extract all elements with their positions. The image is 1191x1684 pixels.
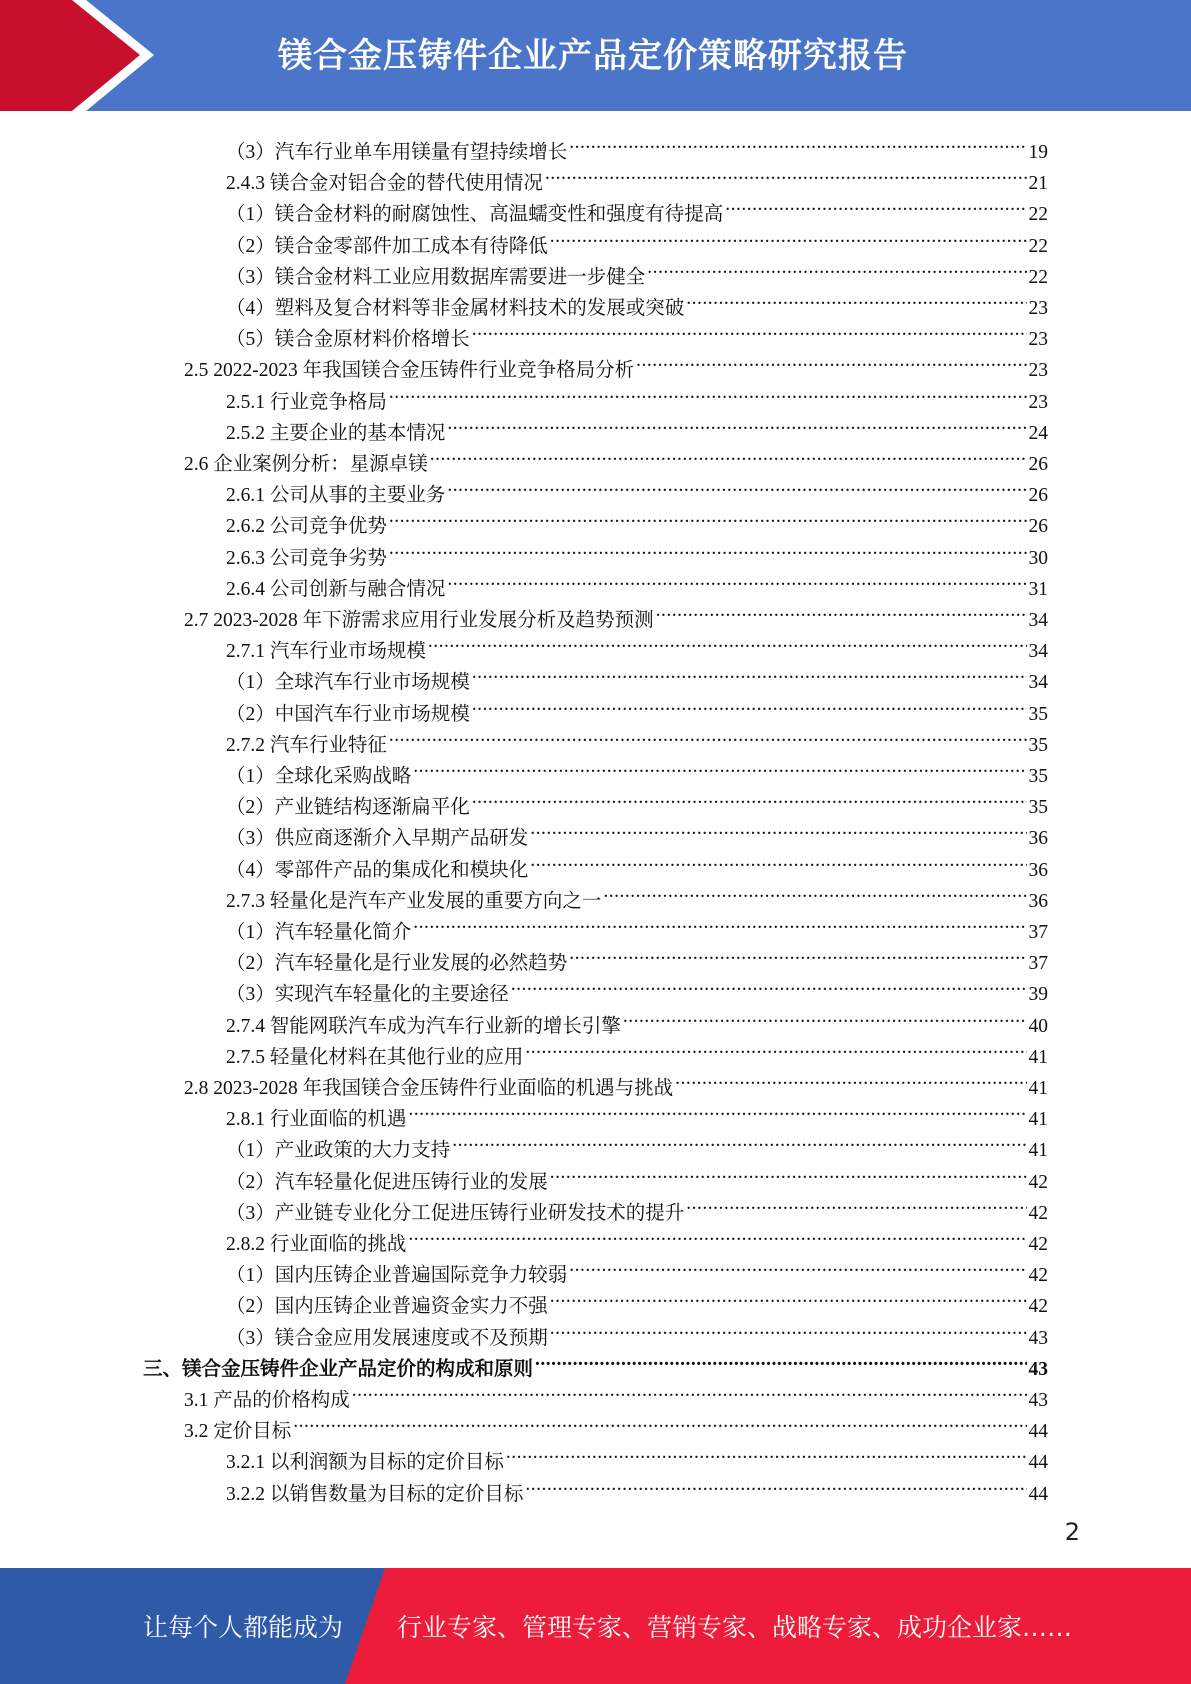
toc-leader-dots bbox=[569, 938, 1026, 969]
toc-entry[interactable] bbox=[226, 1313, 1048, 1349]
toc-entry-label: 2.6 企业案例分析：星源卓镁 bbox=[184, 454, 428, 475]
toc-entry[interactable] bbox=[226, 1001, 1048, 1037]
toc-leader-dots bbox=[525, 1469, 1026, 1500]
toc-entry[interactable] bbox=[226, 938, 1048, 975]
toc-entry-page: 24 bbox=[1028, 422, 1048, 444]
toc-entry-label: 2.5.2 主要企业的基本情况 bbox=[226, 422, 446, 444]
toc-entry-page: 42 bbox=[1028, 1202, 1048, 1224]
toc-entry-label: 2.7 2023-2028 年下游需求应用行业发展分析及趋势预测 bbox=[184, 610, 654, 631]
toc-leader-dots bbox=[686, 1188, 1026, 1219]
toc-leader-dots bbox=[550, 1157, 1027, 1188]
toc-leader-dots bbox=[550, 221, 1027, 252]
toc-entry-page: 19 bbox=[1028, 142, 1048, 163]
toc-leader-dots bbox=[569, 1250, 1026, 1281]
toc-entry[interactable] bbox=[226, 470, 1048, 507]
toc-entry[interactable] bbox=[226, 1125, 1048, 1162]
toc-entry[interactable] bbox=[226, 1437, 1048, 1474]
toc-entry[interactable] bbox=[226, 408, 1048, 444]
toc-entry-page: 41 bbox=[1028, 1140, 1048, 1162]
toc-entry-label: 三、镁合金压铸件企业产品定价的构成和原则 bbox=[143, 1358, 534, 1380]
toc-entry-label: 2.7.3 轻量化是汽车产业发展的重要方向之一 bbox=[226, 890, 602, 912]
toc-leader-dots bbox=[472, 689, 1027, 720]
toc-entry-page: 22 bbox=[1028, 266, 1048, 288]
toc-entry-label: 2.7.1 汽车行业市场规模 bbox=[226, 641, 426, 663]
toc-entry-label: （1）全球汽车行业市场规模 bbox=[226, 672, 470, 694]
toc-leader-dots bbox=[413, 907, 1026, 938]
toc-entry-page: 36 bbox=[1028, 859, 1048, 881]
toc-entry-page: 23 bbox=[1028, 391, 1048, 413]
report-title: 镁合金压铸件企业产品定价策略研究报告 bbox=[278, 36, 908, 76]
toc-leader-dots bbox=[506, 1437, 1027, 1468]
toc-entry-label: （2）镁合金零部件加工成本有待降低 bbox=[226, 235, 548, 257]
toc-entry-page: 42 bbox=[1028, 1171, 1048, 1193]
toc-entry-page: 34 bbox=[1028, 610, 1048, 631]
toc-entry-page: 41 bbox=[1028, 1109, 1048, 1131]
toc-entry-page: 44 bbox=[1028, 1483, 1048, 1505]
page-number: 2 bbox=[1064, 1518, 1080, 1546]
toc-entry[interactable] bbox=[184, 595, 1048, 631]
toc-entry-page: 36 bbox=[1028, 828, 1048, 850]
toc-entry[interactable] bbox=[226, 1219, 1048, 1255]
footer-slogan-left: 让每个人都能成为 bbox=[143, 1613, 344, 1642]
toc-entry-label: 2.7.5 轻量化材料在其他行业的应用 bbox=[226, 1046, 524, 1068]
header-arrow-decoration bbox=[0, 0, 160, 111]
page-footer bbox=[0, 1568, 1191, 1684]
toc-leader-dots bbox=[675, 1063, 1026, 1094]
toc-entry[interactable] bbox=[226, 1281, 1048, 1318]
toc-entry[interactable] bbox=[226, 158, 1048, 195]
toc-entry[interactable] bbox=[226, 626, 1048, 663]
toc-entry[interactable] bbox=[226, 1032, 1048, 1068]
toc-leader-dots bbox=[430, 439, 1027, 470]
toc-leader-dots bbox=[408, 1094, 1026, 1125]
toc-entry-label: 2.6.3 公司竞争劣势 bbox=[226, 547, 387, 569]
toc-entry-page: 40 bbox=[1028, 1015, 1048, 1037]
toc-entry[interactable] bbox=[226, 252, 1048, 288]
toc-leader-dots bbox=[535, 1344, 1026, 1375]
toc-entry-page: 42 bbox=[1028, 1234, 1048, 1255]
toc-entry-page: 41 bbox=[1028, 1046, 1048, 1068]
toc-leader-dots bbox=[530, 845, 1026, 876]
toc-leader-dots bbox=[550, 1281, 1027, 1312]
toc-entry-label: 3.2.2 以销售数量为目标的定价目标 bbox=[226, 1483, 524, 1505]
toc-leader-dots bbox=[389, 720, 1027, 751]
toc-leader-dots bbox=[472, 314, 1027, 345]
toc-entry[interactable] bbox=[226, 501, 1048, 538]
toc-entry-label: （1）镁合金材料的耐腐蚀性、高温蠕变性和强度有待提高 bbox=[226, 204, 724, 226]
toc-entry[interactable] bbox=[184, 439, 1048, 475]
toc-entry-label: （2）汽车轻量化促进压铸行业的发展 bbox=[226, 1171, 548, 1193]
toc-entry-label: （3）实现汽车轻量化的主要途径 bbox=[226, 984, 509, 1006]
toc-entry-label: （3）供应商逐渐介入早期产品研发 bbox=[226, 828, 529, 850]
toc-leader-dots bbox=[525, 1032, 1026, 1063]
toc-entry-label: 2.7.4 智能网联汽车成为汽车行业新的增长引擎 bbox=[226, 1015, 621, 1037]
toc-entry-page: 34 bbox=[1028, 672, 1048, 694]
toc-entry[interactable] bbox=[226, 1157, 1048, 1193]
toc-leader-dots bbox=[389, 501, 1027, 532]
toc-entry[interactable] bbox=[184, 1063, 1048, 1099]
toc-entry-page: 35 bbox=[1028, 766, 1048, 787]
toc-entry[interactable] bbox=[226, 813, 1048, 850]
toc-leader-dots bbox=[656, 595, 1027, 626]
toc-entry[interactable] bbox=[226, 314, 1048, 351]
toc-entry-page: 26 bbox=[1028, 485, 1048, 507]
toc-entry-page: 41 bbox=[1028, 1078, 1048, 1099]
footer-slogan-right: 行业专家、管理专家、营销专家、战略专家、成功企业家…… bbox=[397, 1613, 1073, 1642]
toc-entry[interactable] bbox=[226, 377, 1048, 413]
toc-leader-dots bbox=[452, 1125, 1026, 1156]
toc-entry-label: 3.2 定价目标 bbox=[184, 1421, 292, 1443]
page-header bbox=[0, 0, 1191, 111]
toc-entry-page: 22 bbox=[1028, 235, 1048, 257]
toc-entry[interactable] bbox=[226, 283, 1048, 319]
toc-leader-dots bbox=[569, 127, 1026, 158]
toc-entry-label: （3）汽车行业单车用镁量有望持续增长 bbox=[226, 142, 568, 163]
toc-entry-label: （5）镁合金原材料价格增长 bbox=[226, 329, 470, 351]
toc-entry-label: （3）镁合金材料工业应用数据库需要进一步健全 bbox=[226, 266, 646, 288]
toc-leader-dots bbox=[472, 782, 1027, 813]
toc-entry[interactable] bbox=[226, 657, 1048, 694]
toc-leader-dots bbox=[511, 969, 1027, 1000]
toc-leader-dots bbox=[389, 377, 1027, 408]
toc-leader-dots bbox=[389, 533, 1027, 564]
toc-leader-dots bbox=[623, 1001, 1027, 1032]
toc-entry[interactable] bbox=[226, 782, 1048, 819]
toc-entry-label: （2）中国汽车行业市场规模 bbox=[226, 703, 470, 725]
toc-leader-dots bbox=[647, 252, 1026, 283]
toc-entry[interactable] bbox=[226, 1250, 1048, 1287]
toc-leader-dots bbox=[447, 408, 1026, 439]
toc-entry-page: 26 bbox=[1028, 516, 1048, 538]
toc-entry-page: 21 bbox=[1028, 173, 1048, 195]
toc-entry[interactable] bbox=[226, 564, 1048, 600]
toc-entry[interactable] bbox=[226, 533, 1048, 569]
toc-entry-page: 35 bbox=[1028, 797, 1048, 819]
toc-entry-label: 2.6.2 公司竞争优势 bbox=[226, 516, 387, 538]
toc-entry-label: 3.2.1 以利润额为目标的定价目标 bbox=[226, 1452, 504, 1474]
toc-entry-page: 23 bbox=[1028, 329, 1048, 351]
toc-entry-label: （2）汽车轻量化是行业发展的必然趋势 bbox=[226, 953, 568, 975]
toc-entry-page: 37 bbox=[1028, 922, 1048, 943]
toc-entry-label: （4）零部件产品的集成化和模块化 bbox=[226, 859, 529, 881]
red-arrow-shape bbox=[0, 0, 140, 111]
toc-entry-label: 2.6.1 公司从事的主要业务 bbox=[226, 485, 446, 507]
toc-leader-dots bbox=[725, 189, 1026, 220]
toc-entry-page: 44 bbox=[1028, 1421, 1048, 1443]
toc-entry-label: （1）产业政策的大力支持 bbox=[226, 1140, 451, 1162]
toc-entry[interactable] bbox=[226, 751, 1048, 787]
toc-entry-page: 37 bbox=[1028, 953, 1048, 975]
toc-leader-dots bbox=[293, 1406, 1026, 1437]
toc-entry[interactable] bbox=[226, 1469, 1048, 1505]
toc-entry-page: 35 bbox=[1028, 734, 1048, 756]
toc-entry-label: （3）镁合金应用发展速度或不及预期 bbox=[226, 1327, 548, 1349]
toc-entry-page: 23 bbox=[1028, 360, 1048, 382]
toc-entry-page: 31 bbox=[1028, 578, 1048, 600]
toc-entry-label: （4）塑料及复合材料等非金属材料技术的发展或突破 bbox=[226, 298, 685, 319]
toc-entry-page: 26 bbox=[1028, 454, 1048, 475]
toc-entry-label: 2.6.4 公司创新与融合情况 bbox=[226, 578, 446, 600]
toc-entry-label: 3.1 产品的价格构成 bbox=[184, 1390, 350, 1411]
toc-entry[interactable] bbox=[226, 907, 1048, 943]
toc-entry-label: 2.8.1 行业面临的机遇 bbox=[226, 1109, 407, 1131]
toc-entry[interactable] bbox=[226, 1094, 1048, 1131]
toc-entry-label: 2.8 2023-2028 年我国镁合金压铸件行业面临的机遇与挑战 bbox=[184, 1078, 674, 1099]
toc-entry-label: （2）产业链结构逐渐扁平化 bbox=[226, 797, 470, 819]
toc-entry[interactable] bbox=[226, 127, 1048, 163]
toc-entry-label: （1）全球化采购战略 bbox=[226, 766, 412, 787]
toc-entry-page: 42 bbox=[1028, 1265, 1048, 1287]
toc-leader-dots bbox=[636, 345, 1026, 376]
toc-entry-label: （1）汽车轻量化简介 bbox=[226, 922, 412, 943]
toc-leader-dots bbox=[603, 876, 1026, 907]
toc-entry-label: 2.7.2 汽车行业特征 bbox=[226, 734, 387, 756]
toc-entry[interactable] bbox=[143, 1344, 1048, 1380]
toc-entry-page: 43 bbox=[1028, 1327, 1048, 1349]
toc-entry-page: 30 bbox=[1028, 547, 1048, 569]
toc-leader-dots bbox=[550, 1313, 1027, 1344]
toc-entry[interactable] bbox=[226, 189, 1048, 226]
toc-leader-dots bbox=[447, 564, 1026, 595]
toc-entry-page: 42 bbox=[1028, 1296, 1048, 1318]
toc-leader-dots bbox=[686, 283, 1026, 314]
toc-entry-label: （1）国内压铸企业普遍国际竞争力较弱 bbox=[226, 1265, 568, 1287]
toc-leader-dots bbox=[530, 813, 1026, 844]
toc-entry[interactable] bbox=[184, 1375, 1048, 1411]
toc-entry-label: 2.5.1 行业竞争格局 bbox=[226, 391, 387, 413]
toc-leader-dots bbox=[428, 626, 1027, 657]
toc-entry[interactable] bbox=[226, 969, 1048, 1006]
toc-leader-dots bbox=[408, 1219, 1026, 1250]
toc-entry[interactable] bbox=[226, 221, 1048, 257]
toc-entry-label: （3）产业链专业化分工促进压铸行业研发技术的提升 bbox=[226, 1202, 685, 1224]
toc-entry-label: 2.8.2 行业面临的挑战 bbox=[226, 1234, 407, 1255]
toc-entry[interactable] bbox=[226, 689, 1048, 725]
toc-entry-page: 44 bbox=[1028, 1452, 1048, 1474]
toc-entry-page: 22 bbox=[1028, 204, 1048, 226]
toc-entry-page: 43 bbox=[1028, 1390, 1048, 1411]
toc-entry-label: 2.5 2022-2023 年我国镁合金压铸件行业竞争格局分析 bbox=[184, 360, 635, 382]
toc-entry[interactable] bbox=[226, 720, 1048, 756]
toc-entry[interactable] bbox=[226, 1188, 1048, 1224]
toc-entry[interactable] bbox=[184, 345, 1048, 382]
toc-entry[interactable] bbox=[226, 876, 1048, 912]
toc-entry-label: （2）国内压铸企业普遍资金实力不强 bbox=[226, 1296, 548, 1318]
toc-entry-page: 23 bbox=[1028, 298, 1048, 319]
toc-entry-page: 35 bbox=[1028, 703, 1048, 725]
toc-entry-page: 43 bbox=[1028, 1358, 1048, 1380]
toc-leader-dots bbox=[545, 158, 1027, 189]
toc-entry-page: 34 bbox=[1028, 641, 1048, 663]
toc-entry-page: 39 bbox=[1028, 984, 1048, 1006]
toc-leader-dots bbox=[447, 470, 1026, 501]
toc-leader-dots bbox=[472, 657, 1027, 688]
toc-entry-page: 36 bbox=[1028, 890, 1048, 912]
toc-entry-label: 2.4.3 镁合金对铝合金的替代使用情况 bbox=[226, 173, 543, 195]
toc-leader-dots bbox=[413, 751, 1026, 782]
toc-leader-dots bbox=[352, 1375, 1027, 1406]
toc-entry[interactable] bbox=[226, 845, 1048, 881]
toc-entry[interactable] bbox=[184, 1406, 1048, 1443]
